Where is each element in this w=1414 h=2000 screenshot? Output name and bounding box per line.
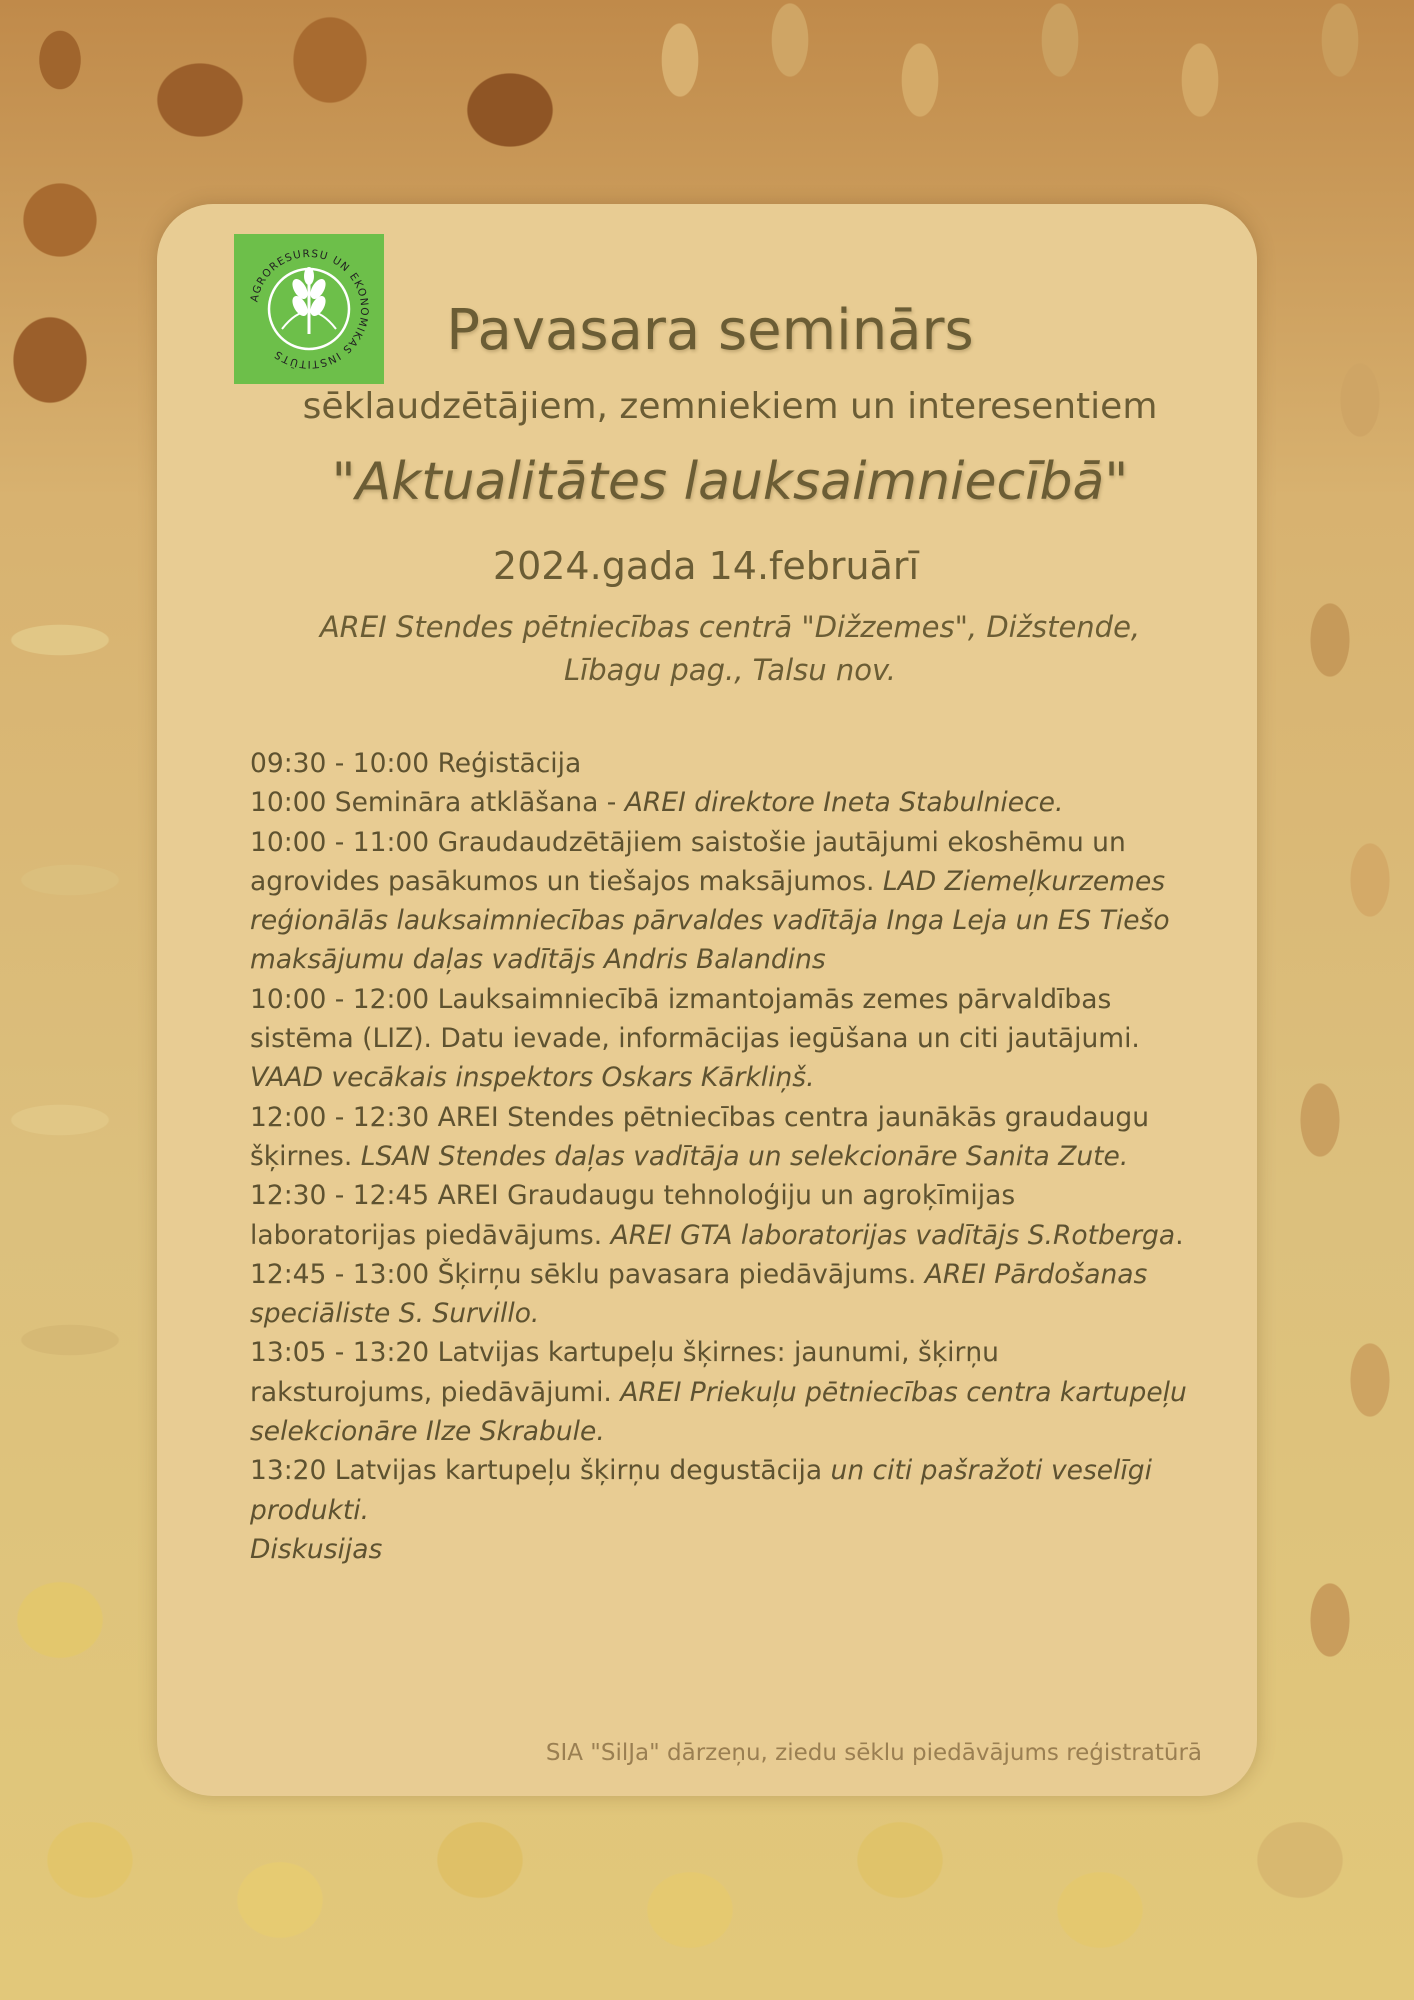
- logo-ring-text: AGRORESURSU UN EKONOMIKAS INSTITŪTS: [248, 247, 371, 371]
- agenda-line: 09:30 - 10:00 Reģistācija: [250, 748, 582, 779]
- agenda-line: 10:00 - 11:00 Graudaudzētājiem saistošie jautājumi ekoshēmu un: [250, 826, 1126, 858]
- agenda: [250, 744, 1187, 1569]
- subtitle: sēklaudzētājiem, zemniekiem un interesentiem: [302, 386, 1158, 427]
- agenda-line: raksturojums, piedāvājumi. AREI Priekuļu pētniecības centra kartupeļu: [250, 1376, 1187, 1408]
- agenda-line: sistēma (LIZ). Datu ievade, informācijas iegūšana un citi jautājumi.: [250, 1023, 1140, 1055]
- agenda-line: 10:00 Semināra atklāšana - AREI direktore Ineta Stabulniece.: [250, 787, 1064, 819]
- agenda-line: 12:00 - 12:30 AREI Stendes pētniecības centra jaunākās graudaugu: [250, 1101, 1150, 1133]
- event-date: 2024.gada 14.februārī: [492, 544, 920, 588]
- agenda-line: 13:05 - 13:20 Latvijas kartupeļu šķirnes: jaunumi, šķirņu: [250, 1337, 999, 1369]
- agenda-line: laboratorijas piedāvājums. AREI GTA laboratorijas vadītājs S.Rotberga.: [250, 1219, 1184, 1251]
- agenda-line: agrovides pasākumos un tiešajos maksājumos. LAD Ziemeļkurzemes: [250, 865, 1166, 897]
- agenda-line: selekcionāre Ilze Skrabule.: [250, 1416, 605, 1448]
- venue-line-1: AREI Stendes pētniecības centrā "Dižzemes", Dižstende,: [319, 610, 1141, 644]
- agenda-line: produkti.: [250, 1494, 370, 1526]
- agenda-line: VAAD vecākais inspektors Oskars Kārkliņš.: [250, 1062, 815, 1094]
- agenda-line: Diskusijas: [250, 1533, 383, 1565]
- agenda-line: 12:45 - 13:00 Šķirņu sēklu pavasara piedāvājums. AREI Pārdošanas: [250, 1258, 1148, 1290]
- footer-note: SIA "SilJa" dārzeņu, ziedu sēklu piedāvājums reģistratūrā: [545, 1740, 1202, 1766]
- institute-logo: [234, 234, 384, 384]
- seminar-topic: "Aktualitātes lauksaimniecībā": [331, 452, 1129, 512]
- venue-line-2: Lībagu pag., Talsu nov.: [564, 653, 896, 687]
- agenda-line: speciāliste S. Survillo.: [250, 1298, 540, 1330]
- page-title: Pavasara seminārs: [446, 298, 974, 363]
- agenda-line: 12:30 - 12:45 AREI Graudaugu tehnoloģiju un agroķīmijas: [250, 1180, 1016, 1212]
- agenda-line: reģionālās lauksaimniecības pārvaldes vadītāja Inga Leja un ES Tiešo: [250, 905, 1170, 937]
- agenda-line: šķirnes. LSAN Stendes daļas vadītāja un selekcionāre Sanita Zute.: [250, 1140, 1129, 1172]
- agenda-line: maksājumu daļas vadītājs Andris Balandins: [250, 944, 826, 976]
- event-venue: [300, 606, 1160, 692]
- wheat-dna-icon: [234, 234, 384, 384]
- agenda-line: 10:00 - 12:00 Lauksaimniecībā izmantojamās zemes pārvaldības: [250, 983, 1112, 1015]
- agenda-line: 13:20 Latvijas kartupeļu šķirņu degustācija un citi pašražoti veselīgi: [250, 1455, 1152, 1487]
